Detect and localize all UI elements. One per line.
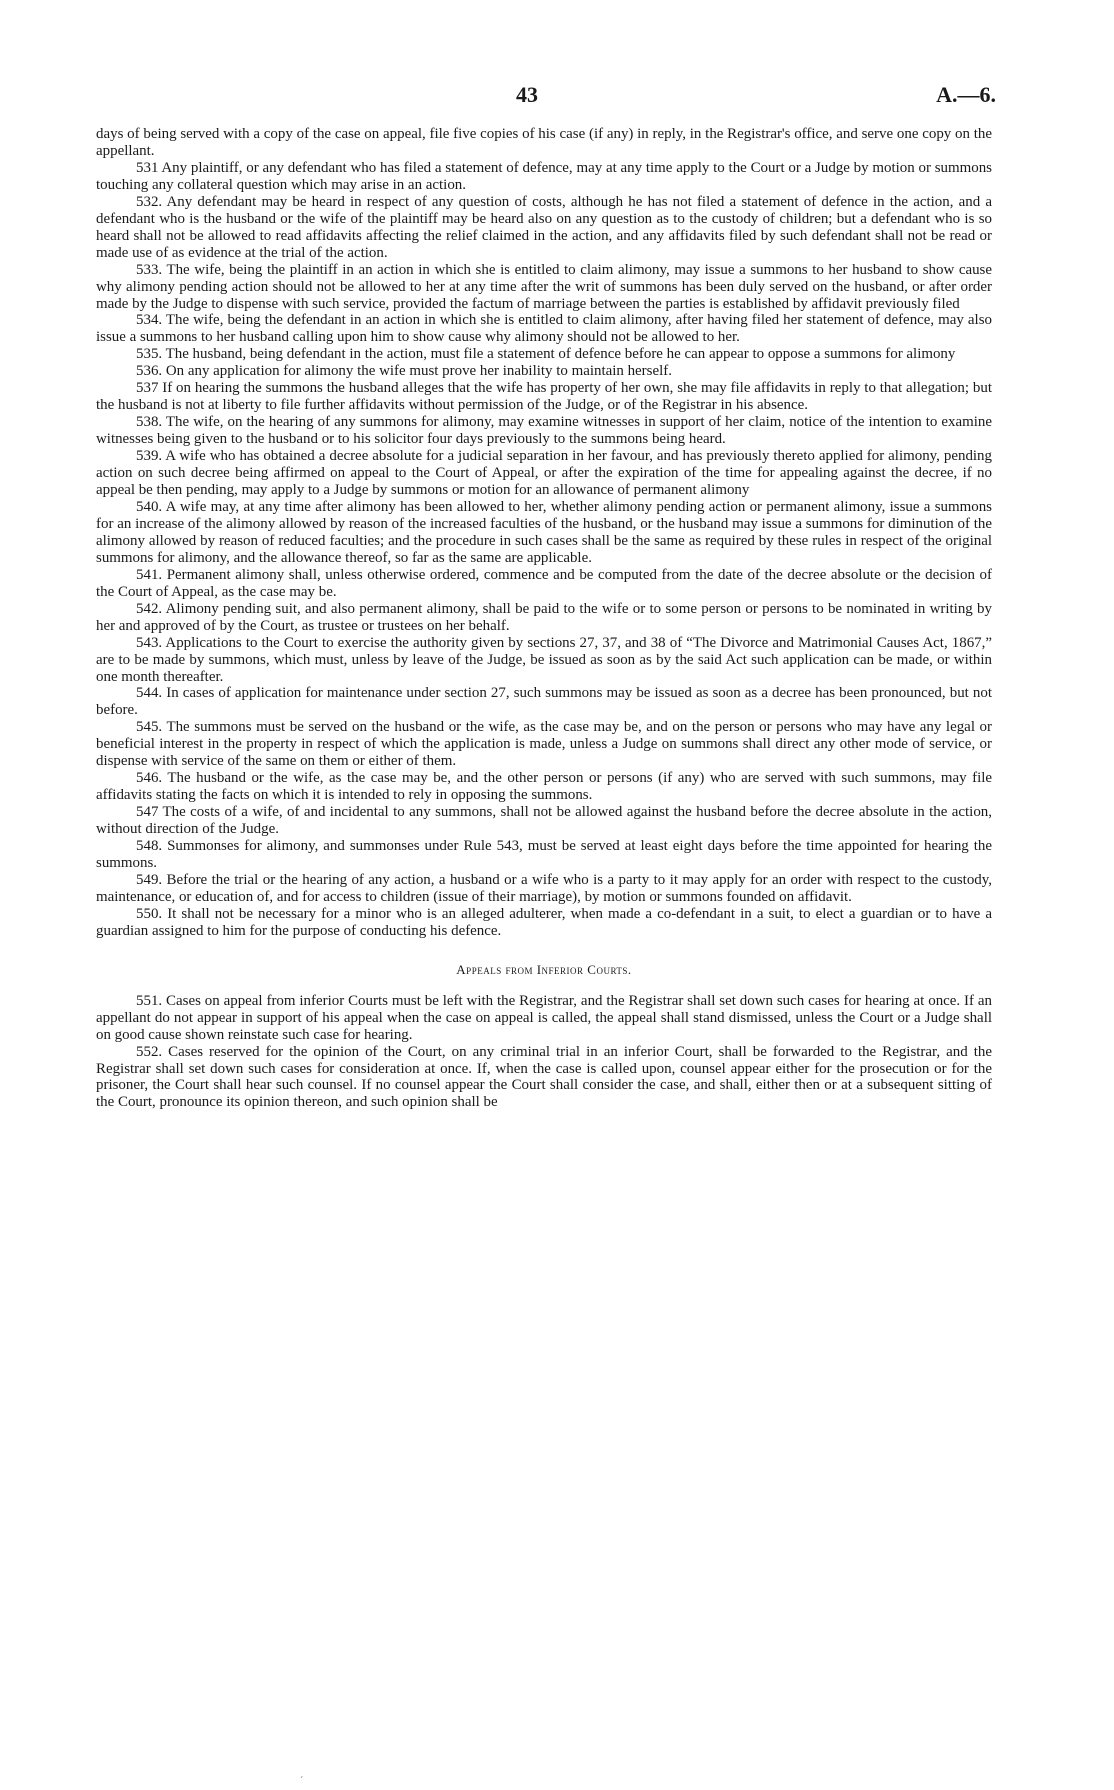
paragraph-551: 551. Cases on appeal from inferior Courts must be left with the Registrar, and the Registrar shall set down such cases for hearing at once. If an appellant do not appear in support of his appeal when the case on appeal is called, the appeal shall stand dismissed, unless the Court or a Judge shall on good cause shown reinstate such case for hearing.	[96, 992, 992, 1043]
paragraph-538: 538. The wife, on the hearing of any summons for alimony, may examine witnesses in support of her claim, notice of the intention to examine witnesses being given to the husband or to his solicitor four days previously to the summons being heard.	[96, 414, 992, 448]
paragraph-537: 537 If on hearing the summons the husband alleges that the wife has property of her own, she may file affidavits in reply to that allegation; but the husband is not at liberty to file further affidavits without permission of the Judge, or of the Registrar in his absence.	[96, 380, 992, 414]
body-text	[96, 126, 992, 1111]
paragraph-547: 547 The costs of a wife, of and incidental to any summons, shall not be allowed against the husband before the decree absolute in the action, without direction of the Judge.	[96, 804, 992, 838]
page-header	[96, 82, 996, 112]
paragraph-546: 546. The husband or the wife, as the case may be, and the other person or persons (if any) who are served with such summons, may file affidavits stating the facts on which it is intended to rely in opposing the summons.	[96, 770, 992, 804]
section-heading: Appeals from Inferior Courts.	[456, 961, 632, 977]
page-number: 43	[516, 82, 538, 107]
paragraph-552: 552. Cases reserved for the opinion of the Court, on any criminal trial in an inferior Court, shall be forwarded to the Registrar, and the Registrar shall set down such cases for consideration at once. If, when the case is called upon, counsel appear either for the prosecution or for the prisoner, the Court shall hear such counsel. If no counsel appear the Court shall consider the case, and shall, either then or at a subsequent sitting of the Court, pronounce its opinion thereon, and such opinion shall be	[96, 1043, 992, 1111]
paragraph-534: 534. The wife, being the defendant in an action in which she is entitled to claim alimony, after having filed her statement of defence, may also issue a summons to her husband calling upon him to show cause why alimony should not be allowed to her.	[96, 312, 992, 346]
paragraph-544: 544. In cases of application for maintenance under section 27, such summons may be issued as soon as a decree has been pronounced, but not before.	[96, 685, 992, 719]
paragraph-541: 541. Permanent alimony shall, unless otherwise ordered, commence and be computed from the date of the decree absolute or the decision of the Court of Appeal, as the case may be.	[96, 566, 992, 600]
paragraph-539: 539. A wife who has obtained a decree absolute for a judicial separation in her favour, and has previously thereto applied for alimony, pending action on such decree being affirmed on appeal to the Court of Appeal, or after the expiration of the time for appealing against the decree, if no appeal be then pending, may apply to a Judge by summons or motion for an allowance of permanent alimony	[96, 448, 992, 499]
paragraph-540: 540. A wife may, at any time after alimony has been allowed to her, whether alimony pending action or permanent alimony, issue a summons for an increase of the alimony allowed by reason of the increased faculties of the husband, or the husband may issue a summons for diminution of the alimony allowed by reason of reduced faculties; and the procedure in such cases shall be the same as required by these rules in respect of the original summons for alimony, and the allowance thereof, so far as the same are applicable.	[96, 498, 992, 566]
paragraph-543: 543. Applications to the Court to exercise the authority given by sections 27, 37, and 38 of “The Divorce and Matrimonial Causes Act, 1867,” are to be made by summons, which must, unless by leave of the Judge, be issued as soon as by the said Act such application can be made, or within one month thereafter.	[96, 634, 992, 685]
document-reference: A.—6.	[936, 82, 996, 107]
footer-mark: ´	[300, 1776, 304, 1787]
paragraph-545: 545. The summons must be served on the husband or the wife, as the case may be, and on the person or persons who may have any legal or beneficial interest in the property in respect of which the application is made, unless a Judge on summons shall direct any other mode of service, or dispense with service of the same on them or either of them.	[96, 719, 992, 770]
paragraph-548: 548. Summonses for alimony, and summonses under Rule 543, must be served at least eight days before the time appointed for hearing the summons.	[96, 838, 992, 871]
paragraph-533: 533. The wife, being the plaintiff in an action in which she is entitled to claim alimony, may issue a summons to her husband to show cause why alimony pending action should not be allowed to her at any time after the writ of summons has been duly served on the husband, or after order made by the Judge to dispense with such service, provided the factum of marriage between the parties is established by affidavit previously filed	[96, 261, 992, 312]
paragraph-535: 535. The husband, being defendant in the action, must file a statement of defence before he can appear to oppose a summons for alimony	[136, 346, 956, 363]
paragraph-532: 532. Any defendant may be heard in respect of any question of costs, although he has not filed a statement of defence in the action, and a defendant who is the husband or the wife of the plaintiff may be heard also on any question as to the custody of children; but a defendant who is so heard shall not be allowed to read affidavits affecting the relief claimed in the action, and any affidavits filed by such defendant shall not be read or made use of as evidence at the trial of the action.	[96, 193, 992, 261]
paragraph-550: 550. It shall not be necessary for a minor who is an alleged adulterer, when made a co-defendant in a suit, to elect a guardian or to have a guardian assigned to him for the purpose of conducting his defence.	[96, 905, 992, 939]
paragraph-542: 542. Alimony pending suit, and also permanent alimony, shall be paid to the wife or to some person or persons to be nominated in writing by her and approved of by the Court, as trustee or trustees on her behalf.	[96, 600, 992, 634]
paragraph-continuation: days of being served with a copy of the case on appeal, file five copies of his case (if any) in reply, in the Registrar's office, and serve one copy on the appellant.	[96, 126, 992, 159]
paragraph-536: 536. On any application for alimony the wife must prove her inability to maintain herself.	[136, 363, 672, 380]
paragraph-531: 531 Any plaintiff, or any defendant who has filed a statement of defence, may at any time apply to the Court or a Judge by motion or summons touching any collateral question which may arise in an action.	[96, 159, 992, 193]
paragraph-549: 549. Before the trial or the hearing of any action, a husband or a wife who is a party to it may apply for an order with respect to the custody, maintenance, or education of, and for access to children (issue of their marriage), by motion or summons founded on affidavit.	[96, 871, 992, 905]
